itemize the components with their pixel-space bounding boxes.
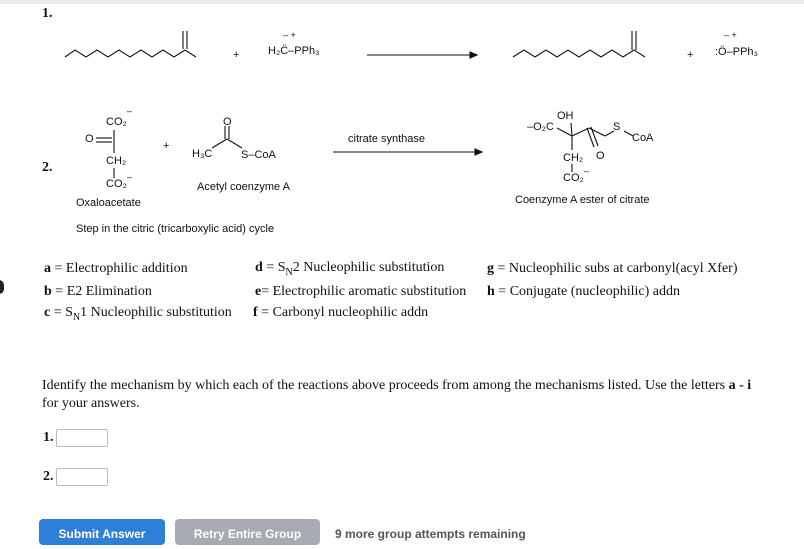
oxide-charges: – + bbox=[724, 30, 737, 40]
phosphine-oxide: :Ö–PPh₃ bbox=[715, 46, 759, 58]
problem-2-number: 2. bbox=[42, 160, 53, 175]
mechanism-d: $d = S_N2$ Nucleophilic substitution bbox=[255, 260, 445, 278]
acetyl-coa-label: Acetyl coenzyme A bbox=[197, 181, 290, 193]
submit-answer-button[interactable]: Submit Answer bbox=[39, 519, 165, 545]
ylide-charges: – + bbox=[283, 30, 296, 40]
product-carboxylate: –O₂C bbox=[527, 121, 554, 133]
plus-sign: + bbox=[233, 49, 240, 61]
retry-entire-group-button[interactable]: Retry Entire Group bbox=[175, 519, 320, 545]
product-hydroxyl: OH bbox=[557, 110, 574, 122]
reaction-structures bbox=[0, 0, 804, 230]
methylene: CH₂ bbox=[106, 155, 127, 167]
product-label: Coenzyme A ester of citrate bbox=[515, 194, 650, 206]
mechanism-h: h = Conjugate (nucleophilic) addn bbox=[487, 284, 680, 299]
step-caption: Step in the citric (tricarboxylic acid) cycle bbox=[76, 223, 275, 235]
methyl-group: H₃C bbox=[192, 148, 213, 160]
alkene-chain bbox=[513, 50, 634, 57]
oxaloacetate-label: Oxaloacetate bbox=[76, 197, 141, 209]
mechanism-a: a = Electrophilic addition bbox=[44, 261, 188, 276]
enzyme-label: citrate synthase bbox=[348, 133, 426, 145]
phosphorus-ylide: H₂C̈–PPh₃ bbox=[268, 45, 320, 57]
answer-1-label: 1. bbox=[43, 430, 54, 445]
carboxylate-bottom-charge: – bbox=[127, 172, 133, 182]
product-carbonyl-oxygen: O bbox=[596, 150, 605, 162]
product-sulfur: S bbox=[613, 121, 621, 133]
answer-2-label: 2. bbox=[43, 469, 54, 484]
mechanism-f: f = Carbonyl nucleophilic addn bbox=[253, 305, 429, 320]
attempts-remaining: 9 more group attempts remaining bbox=[335, 527, 526, 541]
scroll-edge-marker bbox=[0, 280, 4, 294]
product-carboxylate-charge: – bbox=[584, 166, 590, 176]
carboxylate-top: CO₂ bbox=[106, 116, 127, 128]
carboxylate-top-charge: – bbox=[127, 106, 133, 116]
answer-1-input[interactable] bbox=[56, 429, 108, 447]
problem-1-number: 1. bbox=[42, 6, 53, 21]
acetyl-oxygen: O bbox=[223, 116, 232, 128]
mechanism-c: $c = S_N1$ Nucleophilic substitution bbox=[44, 305, 232, 323]
mechanism-b: b = E2 Elimination bbox=[44, 284, 152, 299]
mechanism-e: e= Electrophilic aromatic substitution bbox=[255, 284, 467, 299]
mechanism-g: g = Nucleophilic subs at carbonyl(acyl Xfer) bbox=[487, 261, 738, 276]
plus-sign-2: + bbox=[163, 140, 170, 152]
answer-2-input[interactable] bbox=[56, 468, 108, 486]
plus-sign-product: + bbox=[687, 49, 694, 61]
thioester-coa: S–CoA bbox=[241, 149, 276, 161]
product-carboxylate-bottom: CO₂ bbox=[563, 172, 584, 184]
instructions: Identify the mechanism by which each of the reactions above proceeds from among the mechanisms listed. Use the letters a - i for your answers. bbox=[42, 378, 752, 411]
ketone-chain bbox=[65, 50, 185, 57]
ketone-oxygen: O bbox=[85, 133, 94, 145]
carboxylate-bottom: CO₂ bbox=[106, 178, 127, 190]
product-methylene: CH₂ bbox=[563, 152, 584, 164]
product-coa: CoA bbox=[632, 132, 654, 144]
